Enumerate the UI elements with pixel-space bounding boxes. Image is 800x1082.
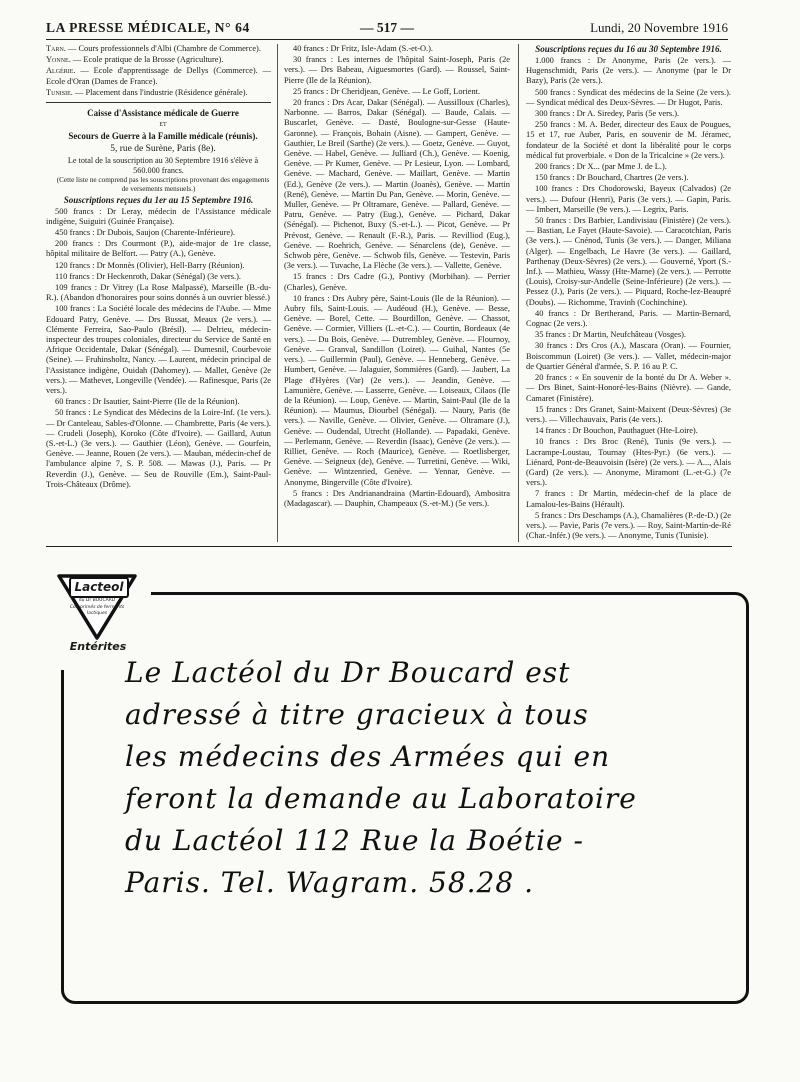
- column-divider-2: [518, 44, 519, 542]
- subscription-entry: 40 francs : Dr Fritz, Isle-Adam (S.-et-O.).: [293, 44, 434, 53]
- school-place: Algérie.: [46, 66, 76, 76]
- school-place: Yonne.: [46, 55, 71, 65]
- page-header: [46, 20, 728, 40]
- subscription-entry: 15 francs : Drs Granet, Saint-Maixent (Deux-Sèvres) (3e vers.). — Villechauvaix, Paris (4e vers.).: [526, 404, 731, 424]
- caisse-et: ET: [159, 122, 167, 129]
- schools-list: [46, 44, 271, 98]
- subscription-entry: 200 francs : Drs Courmont (P.), aide-major de 1re classe, hôpital militaire de Belfort. — Patry (A.), Genève.: [46, 239, 271, 259]
- subscription-entry: 30 francs : Drs Cros (A.), Mascara (Oran). — Fournier, Boiscommun (Loiret) (3e vers.). — Vallet, médecin-major de Quartier Général d'armée, S. P. 16 au P. C.: [526, 341, 731, 371]
- handwritten-line: du Lactéol 112 Rue la Boétie -: [125, 824, 584, 857]
- subscription-entry: 300 francs : Dr A. Siredey, Paris (5e vers.).: [535, 109, 680, 119]
- column-divider-1: [277, 44, 278, 542]
- school-place: Tarn.: [46, 44, 66, 53]
- lacteol-advertisement: [43, 570, 760, 1014]
- subscription-entry: 100 francs : Drs Chodorowski, Bayeux (Calvados) (2e vers.). — Dufour (Henri), Paris (3e vers.). — Gapin, Paris. — Imbert, Marseille (9e vers.). — Legrix, Paris.: [526, 184, 731, 214]
- subscription-entry: 50 francs : Le Syndicat des Médecins de la Loire-Inf. (1e vers.). — Dr Canteleau, Sables-d'Olonne. — Chambrette, Paris (4e vers.). — Crudeli (Joseph), Koroko (Côte d'Ivoire). — Gaillard, Autun (S.-et-L.) (3e vers.). — Gauthier (Léon), Genève. — Gourfein, Genève. — Jeanne, Rouen (2e vers.). — Mauban, médecin-chef de l'ambulance alpine 7, S. P. 508. — Mawas (J.), Paris. — Pr Reverdin (J.), Genève. — Seu de Rouville (Em.), Saint-Paul-Trois-Châteaux (Drôme).: [46, 408, 271, 489]
- column-2: [284, 44, 510, 544]
- subscription-entry: 109 francs : Dr Vitrey (La Rose Malpassé), Marseille (B.-du-R.). (Abandon d'honoraires pour soins donnés à un ouvrier blessé.): [46, 283, 271, 303]
- school-entry: [46, 44, 271, 54]
- caisse-address: 5, rue de Surène, Paris (8e).: [110, 144, 216, 155]
- logo-brand: Lacteol: [69, 577, 129, 598]
- logo-caption: Entérites: [69, 640, 127, 653]
- subscriptions-heading-1: Souscriptions reçues du 1er au 15 Septembre 1916.: [63, 194, 254, 205]
- subscription-entry: 25 francs : Dr Cheridjean, Genève. — Le Goff, Lorient.: [293, 86, 481, 96]
- subscriptions-list-1: [46, 207, 271, 490]
- subscription-entry: 500 francs : Syndicat des médecins de la Seine (2e vers.). — Syndicat médical des Deux-Sèvres. — Dr Hugot, Paris.: [526, 87, 731, 107]
- journal-title: LA PRESSE MÉDICALE, N° 64: [46, 20, 250, 35]
- logo-maker: du Dr BOUCARD: [78, 598, 116, 603]
- subscription-entry: 5 francs : Drs Andrianandraina (Martin-Edouard), Ambositra (Madagascar). — Dauphin, Champeaux (S.-et-M.) (5e vers.).: [284, 488, 510, 508]
- logo-tagline: Comprimés de ferments lactiques: [69, 605, 125, 616]
- subscription-entry: 500 francs : Dr Leray, médecin de l'Assistance médicale indigène, Suiguiri (Guinée Française).: [46, 206, 271, 226]
- handwritten-line: les médecins des Armées qui en: [125, 740, 611, 773]
- footer-rule: [46, 546, 732, 547]
- subscription-entry: 110 francs : Dr Heckenroth, Dakar (Sénégal) (3e vers.).: [55, 271, 241, 281]
- subscription-entry: 35 francs : Dr Martin, Neufchâteau (Vosges).: [535, 330, 687, 340]
- subscription-entry: 50 francs : Drs Barbier, Landivisiau (Finistère) (2e vers.). — Bastian, Le Fayet (Haute-Savoie). — Caracotchian, Paris (3e vers.). — Cnénod, Tunis (3e vers.). — Danger, Miliana (Alger). — Engelbach, Le Havre (3e vers.). — Gaillard, Parthenay (Deux-Sèvres) (2e vers.). — Gouverné, Yport (S.-Inf.). — Mathieu, Wassy (Hte-Marne) (2e vers.). — Perrotte (Louis), Croisy-sur-Andelle (Seine-Inférieure) (2e vers.). — Pessez (J.), Paris (2e vers.). — Piquard, Roche-lez-Beaupré (Doubs). — Richomme, Travinh (Cochinchine).: [526, 216, 731, 307]
- school-place: Tunisie.: [46, 87, 73, 97]
- subscriptions-list-2: [284, 44, 510, 509]
- handwritten-line: Paris. Tel. Wagram. 58.28 .: [125, 866, 534, 899]
- subscription-entry: 20 francs : « En souvenir de la bonté du Dr A. Weber ». — Drs Binet, Saint-Honoré-les-Bains (Nièvre). — Gande, Camaret (Finistère).: [526, 373, 731, 403]
- school-entry: [46, 55, 271, 65]
- caisse-total: Le total de la souscription au 30 Septembre 1916 s'élève à 560.000 francs.: [67, 156, 259, 175]
- column-1: [46, 44, 271, 544]
- subscription-entry: 10 francs : Drs Aubry père, Saint-Louis (Ile de la Réunion). — Aubry fils, Saint-Louis. — Audéoud (H.), Genève. — Besse, Genève. — Borel, Cette. — Bourdillon, Genève. — Chassot, Genève. — Cormier, Villiers (L.-et-C.). — Courtin, Bordeaux (4e vers.). — Du Bois, Genève. — Dutrembley, Genève. — Flournoy, Genève. — Granval, Sandillon (Loiret). — Guihal, Nantes (5e vers.). — Guillermin (Paul), Genève. — Henneberg, Genève. — Humbert, Genève. — Jalaguier, Sommières (Gard). — Jaubert, La Plage d'Hyères (Var) (2e vers.). — Jeandin, Genève. — Lamunière, Genève. — Lasserre, Genève. — Loiseaux, Cilaos (Ile de la Réunion). — Loup, Genève. — Martin, Saint-Paul (Ile de la Réunion). — Maumus, Diourbel (Sénégal). — Naury, Paris (8e vers.). — Naville, Genève. — Olivier, Genève. — Oltramare (J.), Genève. — Oudendal, Utrecht (Hollande). — Papadaki, Genève. — Perlemann, Genève. — Reverdin (Isaac), Genève (2e vers.). — Rilliet, Genève. — Roch (Maurice), Genève. — Roetlisberger, Genève. — Seigneux (de), Genève. — Turretini, Genève. — Wiki, Genève. — Wintzenried, Genève. — Yennar, Genève. — Anonyme, Bingerville (Côte d'Ivoire).: [284, 293, 510, 487]
- subscription-entry: 40 francs : Dr Bertherand, Paris. — Martin-Bernard, Cognac (2e vers.).: [526, 308, 731, 329]
- column-3: [526, 44, 731, 544]
- subscription-entry: 100 francs : La Société locale des médecins de l'Aube. — Mme Edouard Patry, Genève. — Drs Bussat, Meaux (2e vers.). — Clémente Ferreira, Sao-Paulo (Brésil). — Delrieu, médecin-inspecteur des troupes coloniales, directeur du Service de Santé en Afrique Occidentale, Dakar (Sénégal). — Dumesnil, Courbevoie (Seine). — Fruhinsholtz, Nancy. — Laurent, médecin principal de l'Assistance indigène, Ouidah (Dahomey). — Mallet, Genève (2e vers.). — Mathevet, Longeville (Vendée). — Rafinesque, Paris (2e vers.).: [46, 304, 271, 396]
- subscription-entry: 60 francs : Dr Isautier, Saint-Pierre (Ile de la Réunion).: [55, 397, 240, 407]
- handwritten-line: adressé à titre gracieux à tous: [125, 698, 589, 731]
- subscription-entry: 30 francs : Les internes de l'hôpital Saint-Joseph, Paris (2e vers.). — Drs Babeau, Aiguesmortes (Gard). — Roussel, Saint-Pierre (Ile de la Réunion).: [284, 55, 510, 85]
- header-rule: [46, 39, 728, 40]
- subscription-entry: 200 francs : Dr X... (par Mme J. de L.).: [535, 162, 667, 172]
- section-rule: [46, 102, 271, 103]
- subscription-entry: 7 francs : Dr Martin, médecin-chef de la place de Lamalou-les-Bains (Hérault).: [526, 489, 731, 509]
- subscriptions-list-3: [526, 56, 731, 541]
- subscriptions-heading-2: Souscriptions reçues du 16 au 30 Septembre 1916.: [535, 44, 722, 54]
- subscription-entry: 15 francs : Drs Cadre (G.), Pontivy (Morbihan). — Perrier (Charles), Genève.: [284, 272, 510, 292]
- handwritten-line: feront la demande au Laboratoire: [125, 782, 637, 815]
- handwritten-line: Le Lactéol du Dr Boucard est: [125, 656, 571, 689]
- subscription-entry: 250 francs : M. A. Beder, directeur des Eaux de Pougues, 15 et 17, rue Auber, Paris, en souvenir de M. Jéramec, fondateur de la Société et dont la libéralité pour le corps médical fut proverbiale. « Don de la Tricalcine » (2e vers.).: [526, 120, 731, 160]
- caisse-title: Caisse d'Assistance médicale de Guerre: [87, 108, 239, 119]
- school-entry: [46, 66, 271, 86]
- subscription-entry: 120 francs : Dr Monnès (Olivier), Hell-Barry (Réunion).: [55, 260, 245, 270]
- handwritten-message: [125, 652, 725, 904]
- school-entry: [46, 88, 271, 98]
- school-text: — Ecole pratique de la Brosse (Agriculture).: [72, 55, 224, 65]
- page-number: — 517 —: [360, 20, 414, 35]
- caisse-note: (Cette liste ne comprend pas les souscriptions provenant des engagements de versements mensuels.): [56, 176, 270, 193]
- subscription-entry: 450 francs : Dr Dubois, Saujon (Charente-Inférieure).: [55, 228, 236, 237]
- subscription-entry: 1.000 francs : Dr Anonyme, Paris (2e vers.). — Hugenschmidt, Paris (2e vers.). — Anonyme (par le Dr Bazy), Paris (2e vers.).: [526, 56, 731, 86]
- school-text: — Placement dans l'industrie (Résidence générale).: [74, 87, 248, 97]
- caisse-title-2: Secours de Guerre à la Famille médicale (réunis).: [68, 131, 258, 142]
- school-text: — Cours professionnels d'Albi (Chambre de Commerce).: [67, 44, 261, 53]
- subscription-entry: 20 francs : Drs Acar, Dakar (Sénégal). — Aussilloux (Charles), Narbonne. — Barros, Dakar (Sénégal). — Baude, Calais. — Buscarlet, Genève. — Dasté, Boulogne-sur-Gesse (Haute-Garonne). — François, Bohain (Aisne). — Gampert, Genève. — Gauthier, Le Breil (Sarthe) (2e vers.). — Goetz, Genève. — Guyot, Genève. — Habel, Genève. — Julliard (Ch.), Genève. — Koenig, Genève. — Pr Kumer, Genève. — Pr Lesieur, Lyon. — Lombard, Genève. — Machard, Genève. — Maillart, Genève. — Martin (Ed.), Genève (2e vers.). — Martin (Joanès), Genève. — Martin (René), Genève. — Martin Du Pan, Genève. — Morin, Genève. — Muller, Genève. — Pr Oltramare, Genève. — Pallard, Genève. — Patru, Genève. — Patry (Eug.), Genève. — Pichard, Dakar (Sénégal). — Pichenot, Buxy (S.-et-L.). — Picot, Genève. — Pr Prévost, Genève. — Renault (F.-R.), Paris. — Revilliod (Eug.), Genève. — Roehrich, Genève. — Sénarclens (de), Genève. — Schwob père, Genève. — Schwob fils, Genève. — Testevin, Paris (3e vers.). — Tuvache, La Flèche (3e vers.). — Vallette, Genève.: [284, 98, 510, 271]
- subscription-entry: 14 francs : Dr Bouchon, Pauthaguet (Hte-Loire).: [535, 426, 698, 436]
- subscription-entry: 150 francs : Dr Bouchard, Chartres (2e vers.).: [535, 173, 689, 183]
- subscription-entry: 5 francs : Drs Deschamps (A.), Chamalières (P.-de-D.) (2e vers.). — Pavie, Paris (7e vers.). — Roy, Saint-Martin-de-Ré (Char.-Infér.) (9e vers.). — Anonyme, Tunis (Tunisie).: [526, 510, 731, 541]
- issue-date: Lundi, 20 Novembre 1916: [590, 20, 728, 35]
- subscription-entry: 10 francs : Drs Broc (René), Tunis (9e vers.). — Lacrampe-Loustau, Tournay (Htes-Pyr.) (6e vers.). — Liénard, Pont-de-Beauvoisin (Isère) (2e vers.). — A..., Alais (Gard) (2e vers.). — Anonyme, Miramont (L.-et-G.) (7e vers.).: [526, 437, 731, 488]
- school-text: — Ecole d'apprentissage de Dellys (Commerce). — Ecole d'Oran (Dames de France).: [46, 66, 271, 86]
